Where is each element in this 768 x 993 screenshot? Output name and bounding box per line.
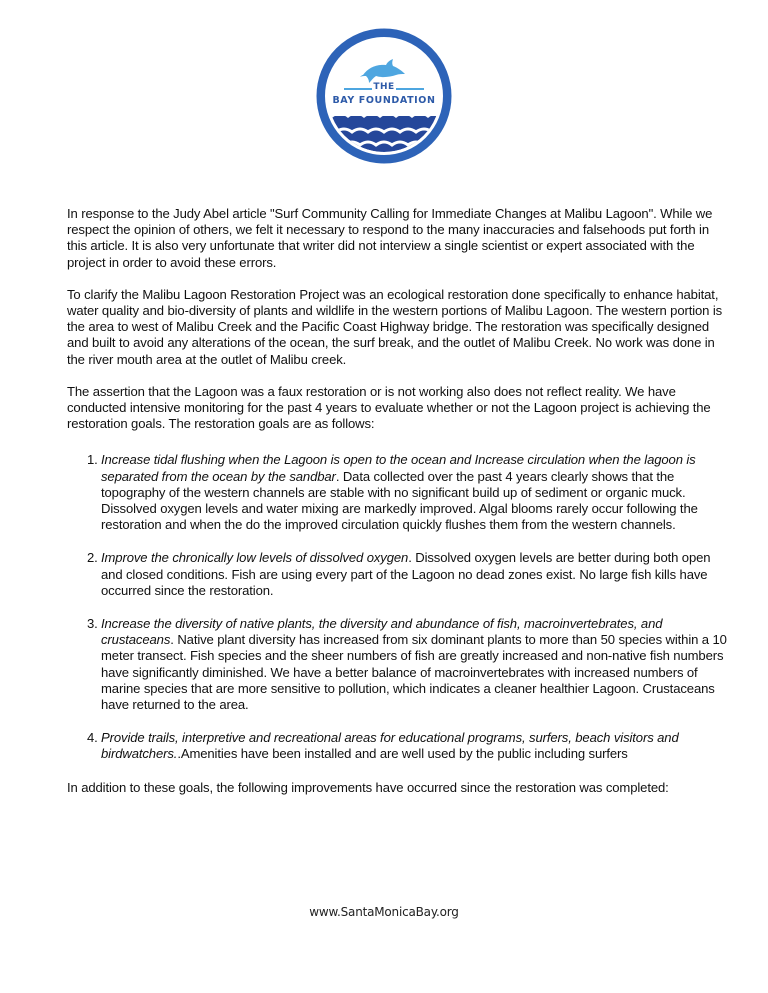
footer-website-link[interactable]: www.SantaMonicaBay.org xyxy=(309,905,459,919)
goal-text: . Dissolved oxygen levels are better during both open and closed conditions. Fish are using every part of the Lagoon no dead zones exist. No large fish kills have occurred since the restoration. xyxy=(101,550,711,598)
goal-item xyxy=(67,550,727,599)
paragraph-clarification: To clarify the Malibu Lagoon Restoration Project was an ecological restoration done specifically to enhance habitat, water quality and bio-diversity of plants and wildlife in the western portions of Malibu Lagoon. The western portion is the area to west of Malibu Creek and the Pacific Coast Highway bridge. The restoration was specifically designed and built to avoid any alterations of the ocean, the surf break, and the outlet of Malibu Creek. No work was done in the river mouth area at the outlet of Malibu creek. xyxy=(67,286,723,367)
goal-number: 2. xyxy=(87,550,98,566)
letter-body xyxy=(67,206,727,812)
goal-lead: Increase tidal flushing when the Lagoon is open to the ocean and Increase circulation when the lagoon is separated from the ocean by the sandbar xyxy=(101,452,696,484)
goal-number: 1. xyxy=(87,452,98,468)
goal-item xyxy=(67,452,727,533)
logo-text-the: THE xyxy=(373,82,395,92)
logo-text-bay-foundation: BAY FOUNDATION xyxy=(332,95,436,106)
goal-item xyxy=(67,730,727,762)
goal-number: 4. xyxy=(87,730,98,746)
dolphin-icon xyxy=(360,59,405,83)
goal-text: . Native plant diversity has increased from six dominant plants to more than 50 species within a 10 meter transect. Fish species and the sheer numbers of fish are greatly increased and non-native fish numbers have significantly diminished. We have a better balance of macroinvertebrates with increased numbers of marine species that are more sensitive to pollution, which indicates a cleaner healthier Lagoon. Crustaceans have returned to the area. xyxy=(101,632,727,713)
restoration-goals-list xyxy=(67,452,727,762)
goal-lead: Improve the chronically low levels of dissolved oxygen xyxy=(101,550,409,566)
paragraph-intro: In response to the Judy Abel article "Surf Community Calling for Immediate Changes at Malibu Lagoon". While we respect the opinion of others, we felt it necessary to respond to the many inaccuracies and falsehoods put forth in this article. It is also very unfortunate that writer did not interview a single scientist or expert associated with the project in order to avoid these errors. xyxy=(67,206,713,270)
goal-item xyxy=(67,616,727,713)
goal-lead: Provide trails, interpretive and recreational areas for educational programs, surfers, beach visitors and birdwatchers. xyxy=(101,730,679,762)
bay-foundation-logo xyxy=(316,28,452,164)
goal-number: 3. xyxy=(87,616,98,632)
paragraph-closing: In addition to these goals, the following improvements have occurred since the restoration was completed: xyxy=(67,779,669,795)
paragraph-assertion: The assertion that the Lagoon was a faux restoration or is not working also does not reflect reality. We have conducted intensive monitoring for the past 4 years to evaluate whether or not the Lagoon project is achieving the restoration goals. The restoration goals are as follows: xyxy=(67,383,711,432)
goal-text: . Data collected over the past 4 years clearly shows that the topography of the western channels are stable with no significant build up of sediment or organic muck. Dissolved oxygen levels and water mixing are markedly improved. Algal blooms rarely occur following the restoration and when the do the improved circulation quickly flushes them from the western channels. xyxy=(101,468,698,533)
goal-lead: Increase the diversity of native plants, the diversity and abundance of fish, macroinvertebrates, and crustaceans xyxy=(101,616,663,648)
goal-text: .Amenities have been installed and are well used by the public including surfers xyxy=(177,746,628,762)
